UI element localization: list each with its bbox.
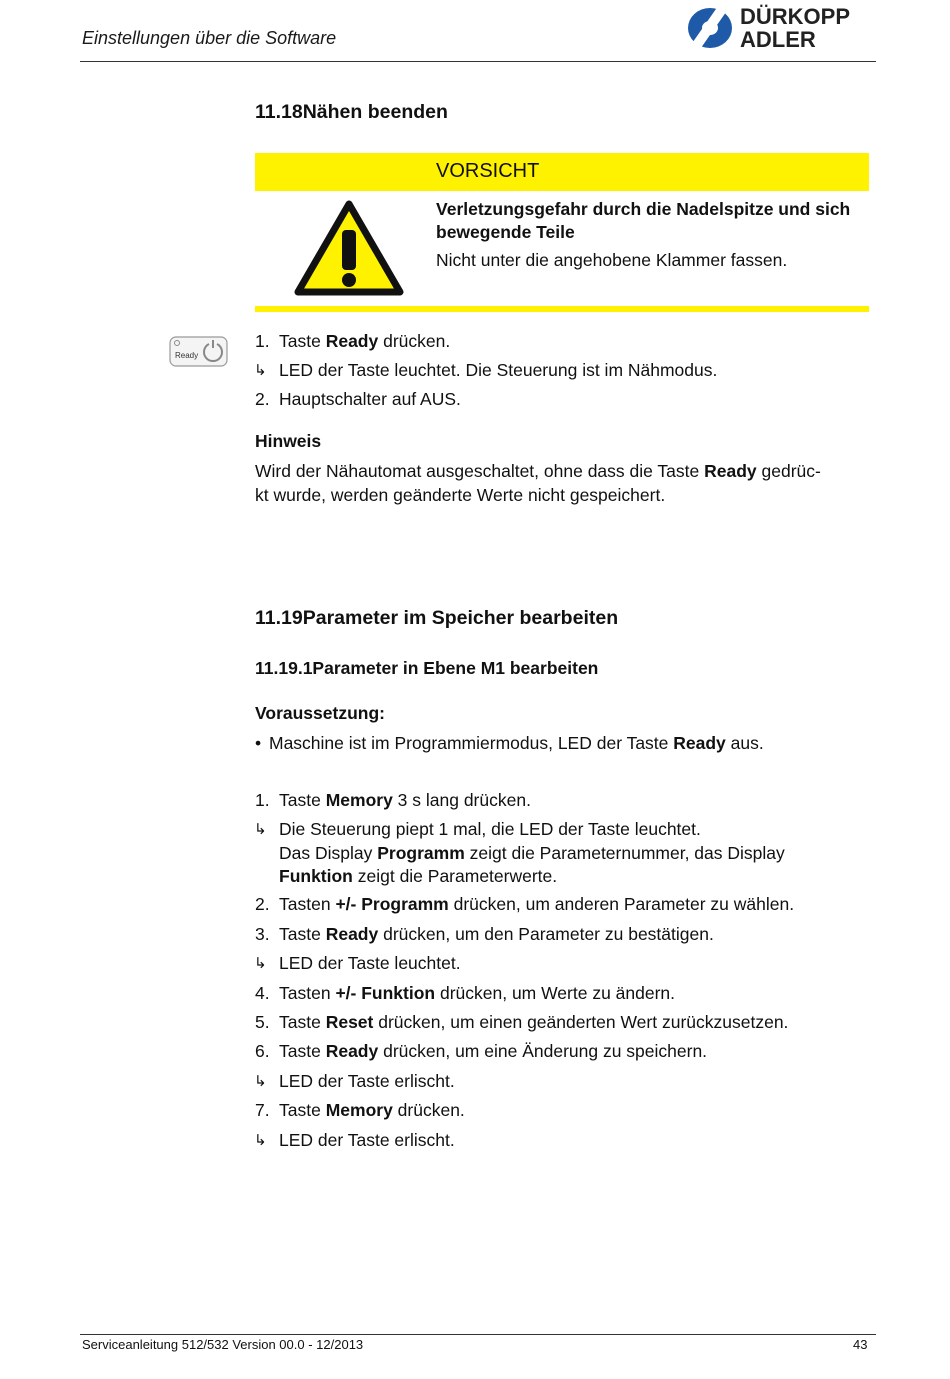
step-text <box>279 893 794 915</box>
warning-title: VORSICHT <box>436 160 540 182</box>
warning-text: Nicht unter die angehobene Klammer fassen. <box>436 250 788 270</box>
step-number: 3. <box>255 924 270 944</box>
footer-page-number: 43 <box>853 1337 868 1352</box>
step-number: 1. <box>255 790 270 810</box>
step-text-bold: Memory <box>325 790 393 810</box>
step-text-part: drücken. <box>392 1100 465 1120</box>
step-text-part: zeigt die Parameternummer, das Display <box>464 843 785 863</box>
warning-title-band <box>255 153 869 191</box>
step-text <box>279 923 714 945</box>
footer-document-info: Serviceanleitung 512/532 Version 00.0 - 12/2013 <box>82 1337 364 1352</box>
step-text <box>279 818 701 840</box>
prerequisite-heading: Voraussetzung: <box>255 703 385 723</box>
section-heading-11-19: 11.19Parameter im Speicher bearbeiten <box>255 607 619 629</box>
step-text <box>279 388 461 410</box>
step-text-bold: Ready <box>325 331 379 351</box>
step-text-bold: Programm <box>377 843 465 863</box>
step-text-bold: Memory <box>325 1100 393 1120</box>
header-divider <box>80 61 876 62</box>
step-text <box>279 1070 455 1092</box>
step-text-part: drücken, um eine Änderung zu speichern. <box>378 1041 708 1061</box>
warning-triangle-icon <box>294 200 404 296</box>
step-text-part: LED der Taste leuchtet. Die Steuerung ist im Nähmodus. <box>279 360 718 380</box>
prerequisite-text-part: aus. <box>725 733 764 753</box>
step-text-part: drücken, um Werte zu ändern. <box>435 983 676 1003</box>
result-arrow-icon: ↳ <box>254 954 267 972</box>
step-text-part: Tasten <box>279 983 336 1003</box>
logo-text-adler: ADLER <box>740 27 816 52</box>
step-text-part: Tasten <box>279 894 336 914</box>
prerequisite-text <box>269 732 764 754</box>
step-text <box>279 865 557 887</box>
step-text-part: drücken, um anderen Parameter zu wählen. <box>448 894 795 914</box>
step-text-bold: +/- Programm <box>335 894 449 914</box>
step-text-part: Taste <box>279 1041 326 1061</box>
step-text <box>279 1129 455 1151</box>
ready-key-label: Ready <box>175 351 199 360</box>
step-text-bold: Ready <box>325 1041 379 1061</box>
step-text <box>279 330 450 352</box>
step-text <box>279 789 531 811</box>
result-arrow-icon: ↳ <box>254 1131 267 1149</box>
step-number: 6. <box>255 1041 270 1061</box>
note-text-part: Wird der Nähautomat ausgeschaltet, ohne dass die Taste <box>255 461 705 481</box>
step-text-bold: Reset <box>325 1012 374 1032</box>
prerequisite-text-bold: Ready <box>673 733 726 753</box>
note-heading: Hinweis <box>255 431 322 451</box>
step-text-part: Taste <box>279 331 326 351</box>
step-text <box>279 359 717 381</box>
durkopp-adler-logo <box>686 4 872 52</box>
prerequisite-bullet: • <box>255 733 262 753</box>
step-text <box>279 1099 465 1121</box>
step-text-bold: Ready <box>325 924 379 944</box>
step-number: 7. <box>255 1100 270 1120</box>
ready-key-icon <box>169 336 228 367</box>
warning-bottom-bar <box>255 306 869 312</box>
step-number: 4. <box>255 983 270 1003</box>
step-number: 1. <box>255 331 270 351</box>
step-text-part: LED der Taste erlischt. <box>279 1130 455 1150</box>
step-text-part: drücken, um einen geänderten Wert zurückzusetzen. <box>373 1012 789 1032</box>
step-text <box>279 1040 707 1062</box>
step-text-part: zeigt die Parameterwerte. <box>352 866 558 886</box>
step-text <box>279 952 461 974</box>
note-text-line-2: kt wurde, werden geänderte Werte nicht gespeichert. <box>255 485 666 505</box>
note-text-bold: Ready <box>704 461 757 481</box>
step-number: 2. <box>255 894 270 914</box>
step-text <box>279 1011 788 1033</box>
subsection-heading-11-19-1: 11.19.1Parameter in Ebene M1 bearbeiten <box>255 658 599 678</box>
footer-divider <box>80 1334 876 1335</box>
step-text-part: Hauptschalter auf AUS. <box>279 389 461 409</box>
step-text-bold: Funktion <box>279 866 353 886</box>
step-number: 5. <box>255 1012 270 1032</box>
step-text-part: LED der Taste leuchtet. <box>279 953 461 973</box>
warning-bold-text: Verletzungsgefahr durch die Nadelspitze und sich bewegende Teile <box>436 199 851 242</box>
result-arrow-icon: ↳ <box>254 1072 267 1090</box>
step-text-part: drücken. <box>378 331 451 351</box>
step-text-part: 3 s lang drücken. <box>392 790 531 810</box>
step-text-part: Taste <box>279 790 326 810</box>
section-heading-11-18: 11.18Nähen beenden <box>255 101 448 123</box>
note-text-part: gedrüc- <box>756 461 821 481</box>
prerequisite-text-part: Maschine ist im Programmiermodus, LED der Taste <box>269 733 674 753</box>
step-number: 2. <box>255 389 270 409</box>
step-text <box>279 842 785 864</box>
result-arrow-icon: ↳ <box>254 361 267 379</box>
step-text-part: Taste <box>279 924 326 944</box>
logo-text-durkopp: DÜRKOPP <box>740 4 851 29</box>
step-text-part: Die Steuerung piept 1 mal, die LED der Taste leuchtet. <box>279 819 701 839</box>
step-text-part: Das Display <box>279 843 378 863</box>
step-text-part: LED der Taste erlischt. <box>279 1071 455 1091</box>
logo-mark-icon <box>686 4 738 52</box>
page-header-title: Einstellungen über die Software <box>82 28 337 48</box>
step-text <box>279 982 675 1004</box>
note-text-line-1 <box>255 460 821 482</box>
step-text-bold: +/- Funktion <box>335 983 436 1003</box>
result-arrow-icon: ↳ <box>254 820 267 838</box>
step-text-part: drücken, um den Parameter zu bestätigen. <box>378 924 714 944</box>
step-text-part: Taste <box>279 1012 326 1032</box>
step-text-part: Taste <box>279 1100 326 1120</box>
